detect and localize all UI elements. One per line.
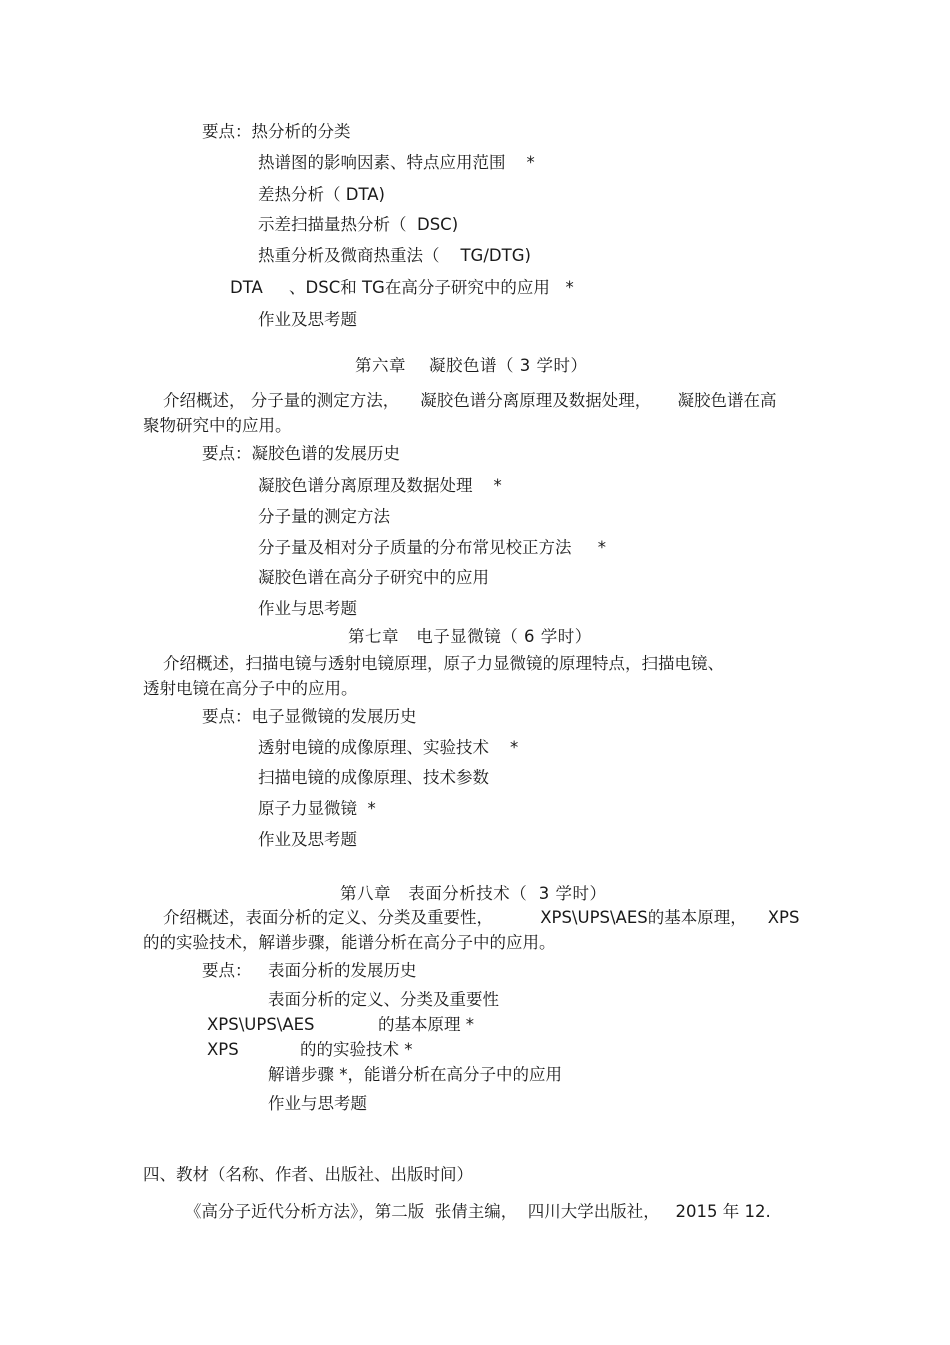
chapter-intro: 介绍概述，表面分析的定义、分类及重要性， XPS\UPS\AES的基本原理， XPS: [163, 908, 800, 927]
chapter-intro: 介绍概述，扫描电镜与透射电镜原理，原子力显微镜的原理特点，扫描电镜、: [163, 654, 724, 673]
list-item: 扫描电镜的成像原理、技术参数: [258, 768, 489, 787]
list-item: 作业及思考题: [258, 830, 357, 849]
list-item: 示差扫描量热分析（ DSC): [258, 215, 459, 234]
points-heading: 要点：: [202, 961, 252, 980]
list-item: 原子力显微镜 *: [258, 799, 376, 818]
list-item: 作业与思考题: [258, 599, 357, 618]
points-heading: 要点：电子显微镜的发展历史: [202, 707, 417, 726]
list-item: 差热分析（ DTA): [258, 185, 385, 204]
list-item: DTA 、DSC和 TG在高分子研究中的应用 *: [230, 278, 574, 297]
list-item: 解谱步骤 *，能谱分析在高分子中的应用: [268, 1065, 562, 1084]
chapter-intro: 聚物研究中的应用。: [143, 416, 292, 435]
list-item: 凝胶色谱在高分子研究中的应用: [258, 568, 489, 587]
points-heading: 要点：凝胶色谱的发展历史: [202, 444, 400, 463]
chapter-intro: 介绍概述， 分子量的测定方法， 凝胶色谱分离原理及数据处理， 凝胶色谱在高: [163, 391, 777, 410]
list-item: 的的实验技术 *: [300, 1040, 413, 1059]
list-item: 分子量及相对分子质量的分布常见校正方法 *: [258, 538, 606, 557]
chapter-title: 第七章 电子显微镜（ 6 学时）: [348, 627, 592, 646]
list-item: 作业及思考题: [258, 310, 357, 329]
textbook-entry: 《高分子近代分析方法》，第二版 张倩主编， 四川大学出版社， 2015 年 12.: [185, 1202, 771, 1221]
list-item: 透射电镜的成像原理、实验技术 *: [258, 738, 519, 757]
chapter-intro: 透射电镜在高分子中的应用。: [143, 679, 358, 698]
chapter-title: 第六章 凝胶色谱（ 3 学时）: [355, 356, 588, 375]
list-item: 分子量的测定方法: [258, 507, 390, 526]
list-item: 凝胶色谱分离原理及数据处理 *: [258, 476, 502, 495]
list-item: 热重分析及微商热重法（ TG/DTG): [258, 246, 531, 265]
list-item-prefix: XPS: [207, 1040, 239, 1059]
list-item: 作业与思考题: [268, 1094, 367, 1113]
list-item: 的基本原理 *: [378, 1015, 474, 1034]
list-item: 表面分析的定义、分类及重要性: [268, 990, 499, 1009]
chapter-title: 第八章 表面分析技术（ 3 学时）: [340, 884, 607, 903]
chapter-intro: 的的实验技术，解谱步骤，能谱分析在高分子中的应用。: [143, 933, 556, 952]
list-item-prefix: XPS\UPS\AES: [207, 1015, 315, 1034]
list-item: 热谱图的影响因素、特点应用范围 *: [258, 153, 535, 172]
list-item: 表面分析的发展历史: [268, 961, 417, 980]
section-heading-textbook: 四、教材（名称、作者、出版社、出版时间）: [143, 1165, 473, 1184]
points-heading-thermal: 要点：热分析的分类: [202, 122, 351, 141]
